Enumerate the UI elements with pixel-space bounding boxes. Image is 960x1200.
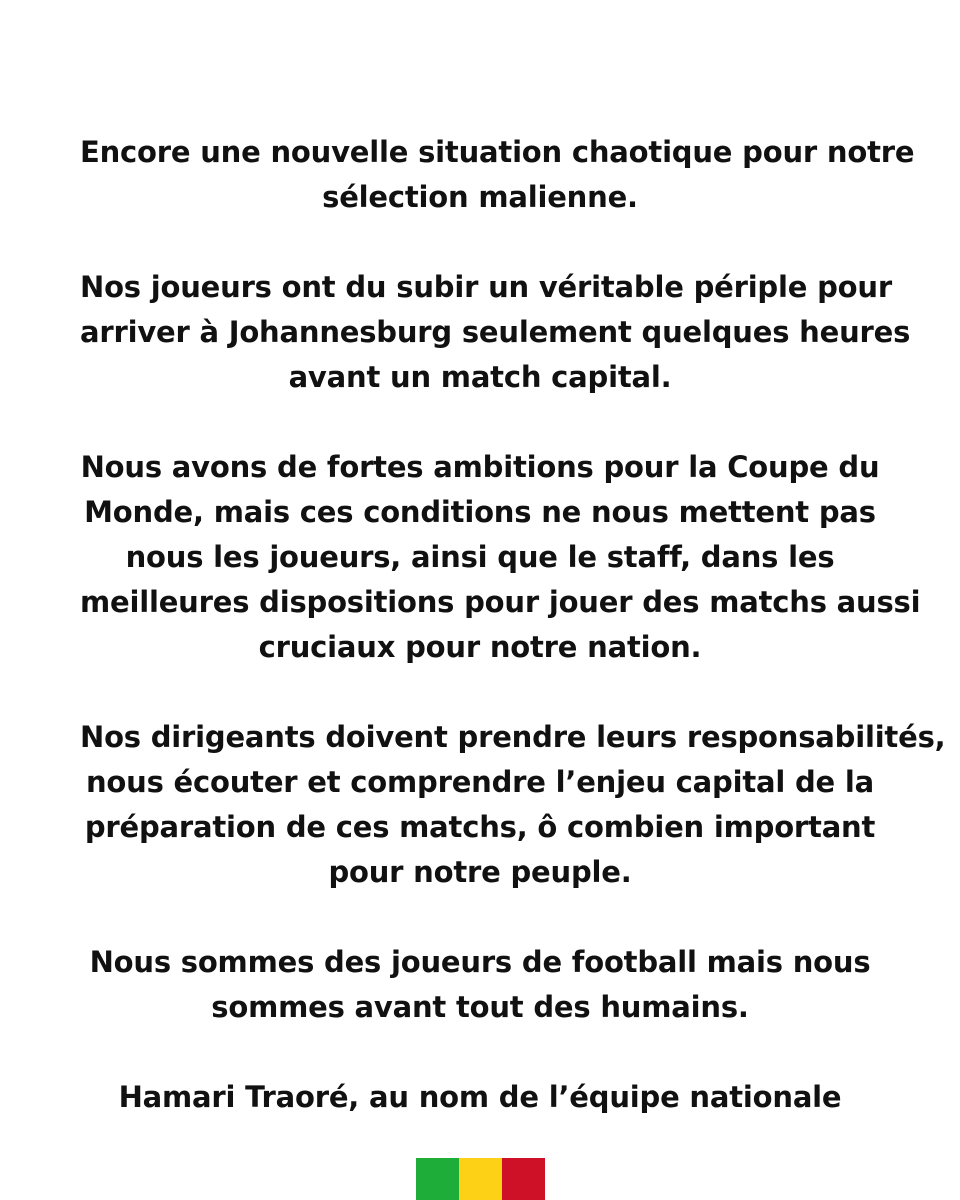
text-line: Nos joueurs ont du subir un véritable périple pour [80, 270, 892, 304]
paragraph-4 [80, 715, 946, 895]
text-line: préparation de ces matchs, ô combien important [84, 810, 876, 844]
text-line: pour notre peuple. [328, 855, 632, 889]
paragraph-3 [80, 445, 921, 670]
text-line: arriver à Johannesburg seulement quelques heures [80, 315, 911, 349]
signature [80, 1075, 880, 1120]
text-line: nous écouter et comprendre l’enjeu capital de la [85, 765, 875, 799]
text-line: nous les joueurs, ainsi que le staff, dans les [125, 540, 835, 574]
text-line: Nous sommes des joueurs de football mais nous [89, 945, 871, 979]
paragraph-5 [80, 940, 880, 1030]
text-line: Nous avons de fortes ambitions pour la Coupe du [80, 450, 880, 484]
text-line: Monde, mais ces conditions ne nous mettent pas [84, 495, 876, 529]
statement-text [80, 130, 946, 1120]
text-line: cruciaux pour notre nation. [258, 630, 702, 664]
text-line: Encore une nouvelle situation chaotique pour notre [80, 135, 915, 169]
flag-band-red [502, 1158, 545, 1200]
text-line: sommes avant tout des humains. [211, 990, 749, 1024]
text-line: Nos dirigeants doivent prendre leurs responsabilités, [80, 720, 946, 754]
paragraph-2 [80, 265, 911, 400]
mali-flag-icon [416, 1158, 545, 1200]
flag-band-yellow [459, 1158, 502, 1200]
signature-text: Hamari Traoré, au nom de l’équipe nationale [118, 1080, 842, 1114]
text-line: meilleures dispositions pour jouer des matchs aussi [80, 585, 921, 619]
paragraph-1 [80, 130, 915, 220]
flag-band-green [416, 1158, 459, 1200]
text-line: avant un match capital. [288, 360, 672, 394]
text-line: sélection malienne. [322, 180, 638, 214]
